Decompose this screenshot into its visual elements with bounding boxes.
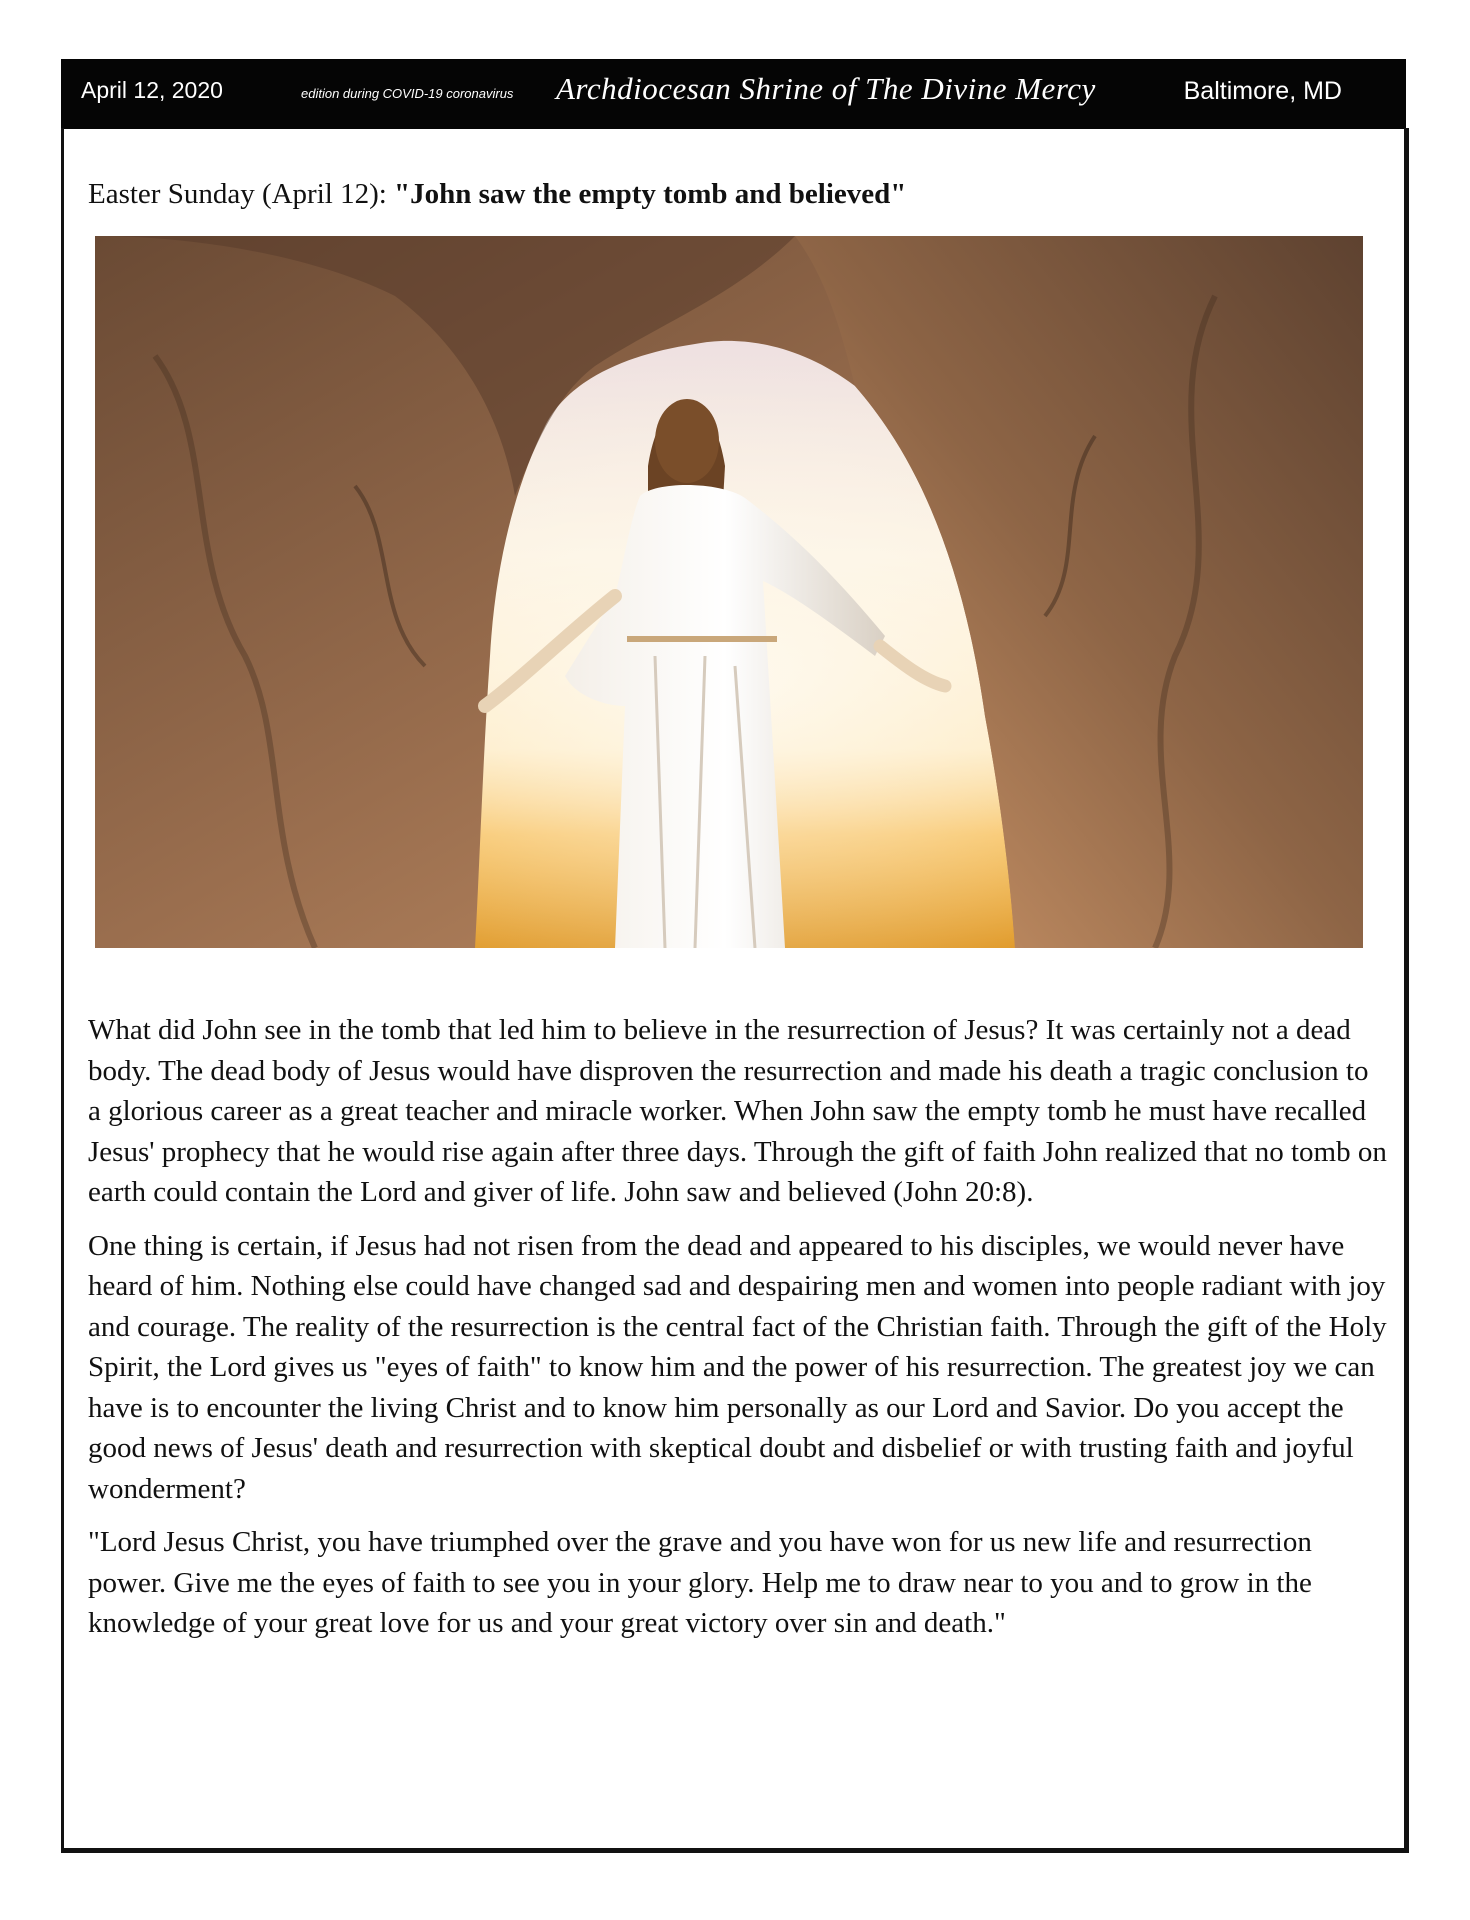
paragraph-3: "Lord Jesus Christ, you have triumphed over the grave and you have won for us new life and resurrection power. Give me the eyes of faith to see you in your glory. Help me to draw near to you and to grow in the knowledge of your great love for us and your great victory over sin and death."	[88, 1526, 1312, 1639]
paragraph-1: What did John see in the tomb that led him to believe in the resurrection of Jesus? It was certainly not a dead body. The dead body of Jesus would have disproven the resurrection and made his death a tragic conclusion to a glorious career as a great teacher and miracle worker. When John saw the empty tomb he must have recalled Jesus' prophecy that he would rise again after three days. Through the gift of faith John realized that no tomb on earth could contain the Lord and giver of life. John saw and believed (John 20:8).	[88, 1014, 1387, 1208]
header-date: April 12, 2020	[81, 77, 223, 103]
article-body	[88, 1010, 1388, 1657]
paragraph-2: One thing is certain, if Jesus had not risen from the dead and appeared to his disciples, we would never have heard of him. Nothing else could have changed sad and despairing men and women into people radiant with joy and courage. The reality of the resurrection is the central fact of the Christian faith. Through the gift of the Holy Spirit, the Lord gives us "eyes of faith" to know him and the power of his resurrection. The greatest joy we can have is to encounter the living Christ and to know him personally as our Lord and Savior. Do you accept the good news of Jesus' death and resurrection with skeptical doubt and disbelief or with trusting faith and joyful wonderment?	[88, 1229, 1387, 1505]
bulletin-header	[61, 59, 1406, 129]
header-city: Baltimore, MD	[1183, 77, 1342, 105]
page-heading	[88, 178, 906, 211]
heading-quote: "John saw the empty tomb and believed"	[394, 178, 907, 210]
empty-tomb-image	[95, 236, 1363, 948]
heading-prefix: Easter Sunday (April 12):	[88, 178, 395, 210]
header-title: Archdiocesan Shrine of The Divine Mercy	[556, 71, 1096, 106]
header-edition-note: edition during COVID-19 coronavirus	[301, 86, 514, 101]
